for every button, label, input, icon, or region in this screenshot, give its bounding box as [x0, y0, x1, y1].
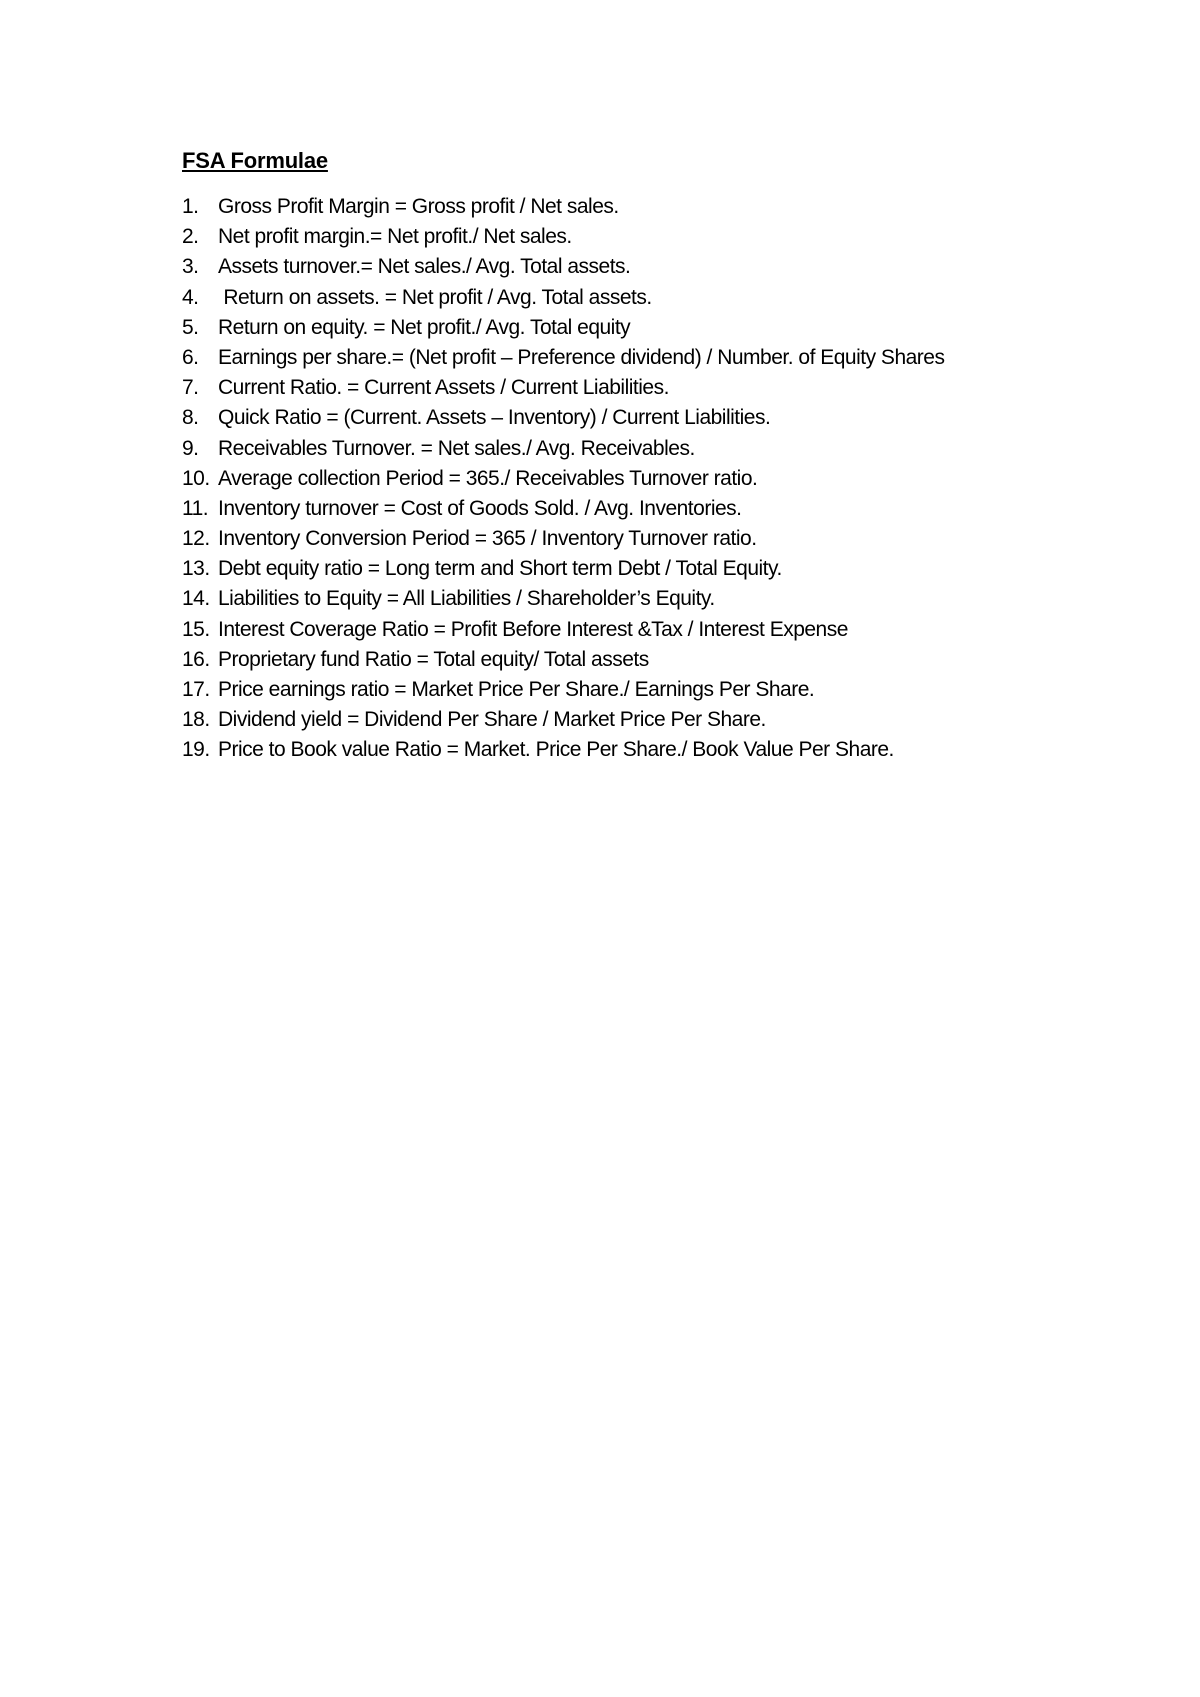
list-item — [182, 735, 944, 765]
list-item-text: Assets turnover.= Net sales./ Avg. Total assets. — [218, 255, 631, 279]
list-item-number: 7. — [182, 376, 199, 400]
list-item — [182, 584, 944, 614]
list-item-number: 14. — [182, 587, 210, 611]
list-item — [182, 222, 944, 252]
list-item-number: 16. — [182, 647, 210, 671]
list-item-text: Earnings per share.= (Net profit – Preference dividend) / Number. of Equity Shares — [218, 345, 945, 369]
list-item-number: 19. — [182, 738, 210, 762]
list-item-number: 15. — [182, 617, 210, 641]
page-title: FSA Formulae — [182, 148, 328, 173]
list-item-text: Price earnings ratio = Market Price Per Share./ Earnings Per Share. — [218, 678, 815, 701]
list-item-text: Dividend yield = Dividend Per Share / Market Price Per Share. — [218, 708, 766, 732]
list-item-number: 2. — [182, 225, 199, 249]
list-item-number: 5. — [182, 315, 199, 339]
list-item-text: Price to Book value Ratio = Market. Price Per Share./ Book Value Per Share. — [218, 738, 894, 762]
list-item-text: Quick Ratio = (Current. Assets – Inventory) / Current Liabilities. — [218, 406, 771, 430]
list-item-number: 18. — [182, 708, 210, 732]
list-item — [182, 192, 944, 222]
list-item — [182, 464, 944, 494]
list-item-text: Interest Coverage Ratio = Profit Before Interest &Tax / Interest Expense — [218, 617, 848, 641]
list-item — [182, 403, 944, 433]
list-item — [182, 283, 944, 313]
list-item-text: Receivables Turnover. = Net sales./ Avg. Receivables. — [218, 436, 695, 460]
list-item — [182, 524, 944, 554]
list-item-text: Gross Profit Margin = Gross profit / Net sales. — [218, 195, 619, 218]
list-item — [182, 615, 944, 645]
list-item — [182, 675, 944, 705]
list-item — [182, 494, 944, 524]
list-item-number: 1. — [182, 195, 199, 218]
list-item-text: Return on assets. = Net profit / Avg. Total assets. — [218, 285, 652, 309]
list-item-text: Average collection Period = 365./ Receivables Turnover ratio. — [218, 466, 758, 490]
list-item — [182, 434, 944, 464]
list-item-number: 12. — [182, 527, 210, 551]
list-item-number: 8. — [182, 406, 199, 430]
list-item — [182, 252, 944, 282]
list-item-text: Proprietary fund Ratio = Total equity/ Total assets — [218, 647, 649, 671]
list-item — [182, 343, 944, 373]
list-item-number: 9. — [182, 436, 199, 460]
list-item-text: Net profit margin.= Net profit./ Net sales. — [218, 225, 572, 249]
list-item-text: Liabilities to Equity = All Liabilities / Shareholder’s Equity. — [218, 587, 715, 611]
list-item — [182, 313, 944, 343]
list-item — [182, 554, 944, 584]
list-item-number: 10. — [182, 466, 210, 490]
formula-list — [182, 192, 944, 766]
list-item-text: Inventory Conversion Period = 365 / Inventory Turnover ratio. — [218, 527, 757, 551]
list-item-text: Debt equity ratio = Long term and Short term Debt / Total Equity. — [218, 557, 782, 581]
list-item-number: 17. — [182, 678, 210, 701]
list-item-number: 4. — [182, 285, 199, 309]
list-item-number: 11. — [182, 496, 209, 520]
list-item — [182, 705, 944, 735]
list-item — [182, 373, 944, 403]
list-item — [182, 645, 944, 675]
list-item-text: Return on equity. = Net profit./ Avg. Total equity — [218, 315, 631, 339]
list-item-text: Inventory turnover = Cost of Goods Sold. / Avg. Inventories. — [218, 496, 742, 520]
list-item-number: 3. — [182, 255, 199, 279]
list-item-number: 6. — [182, 345, 199, 369]
list-item-text: Current Ratio. = Current Assets / Current Liabilities. — [218, 376, 669, 400]
list-item-number: 13. — [182, 557, 210, 581]
